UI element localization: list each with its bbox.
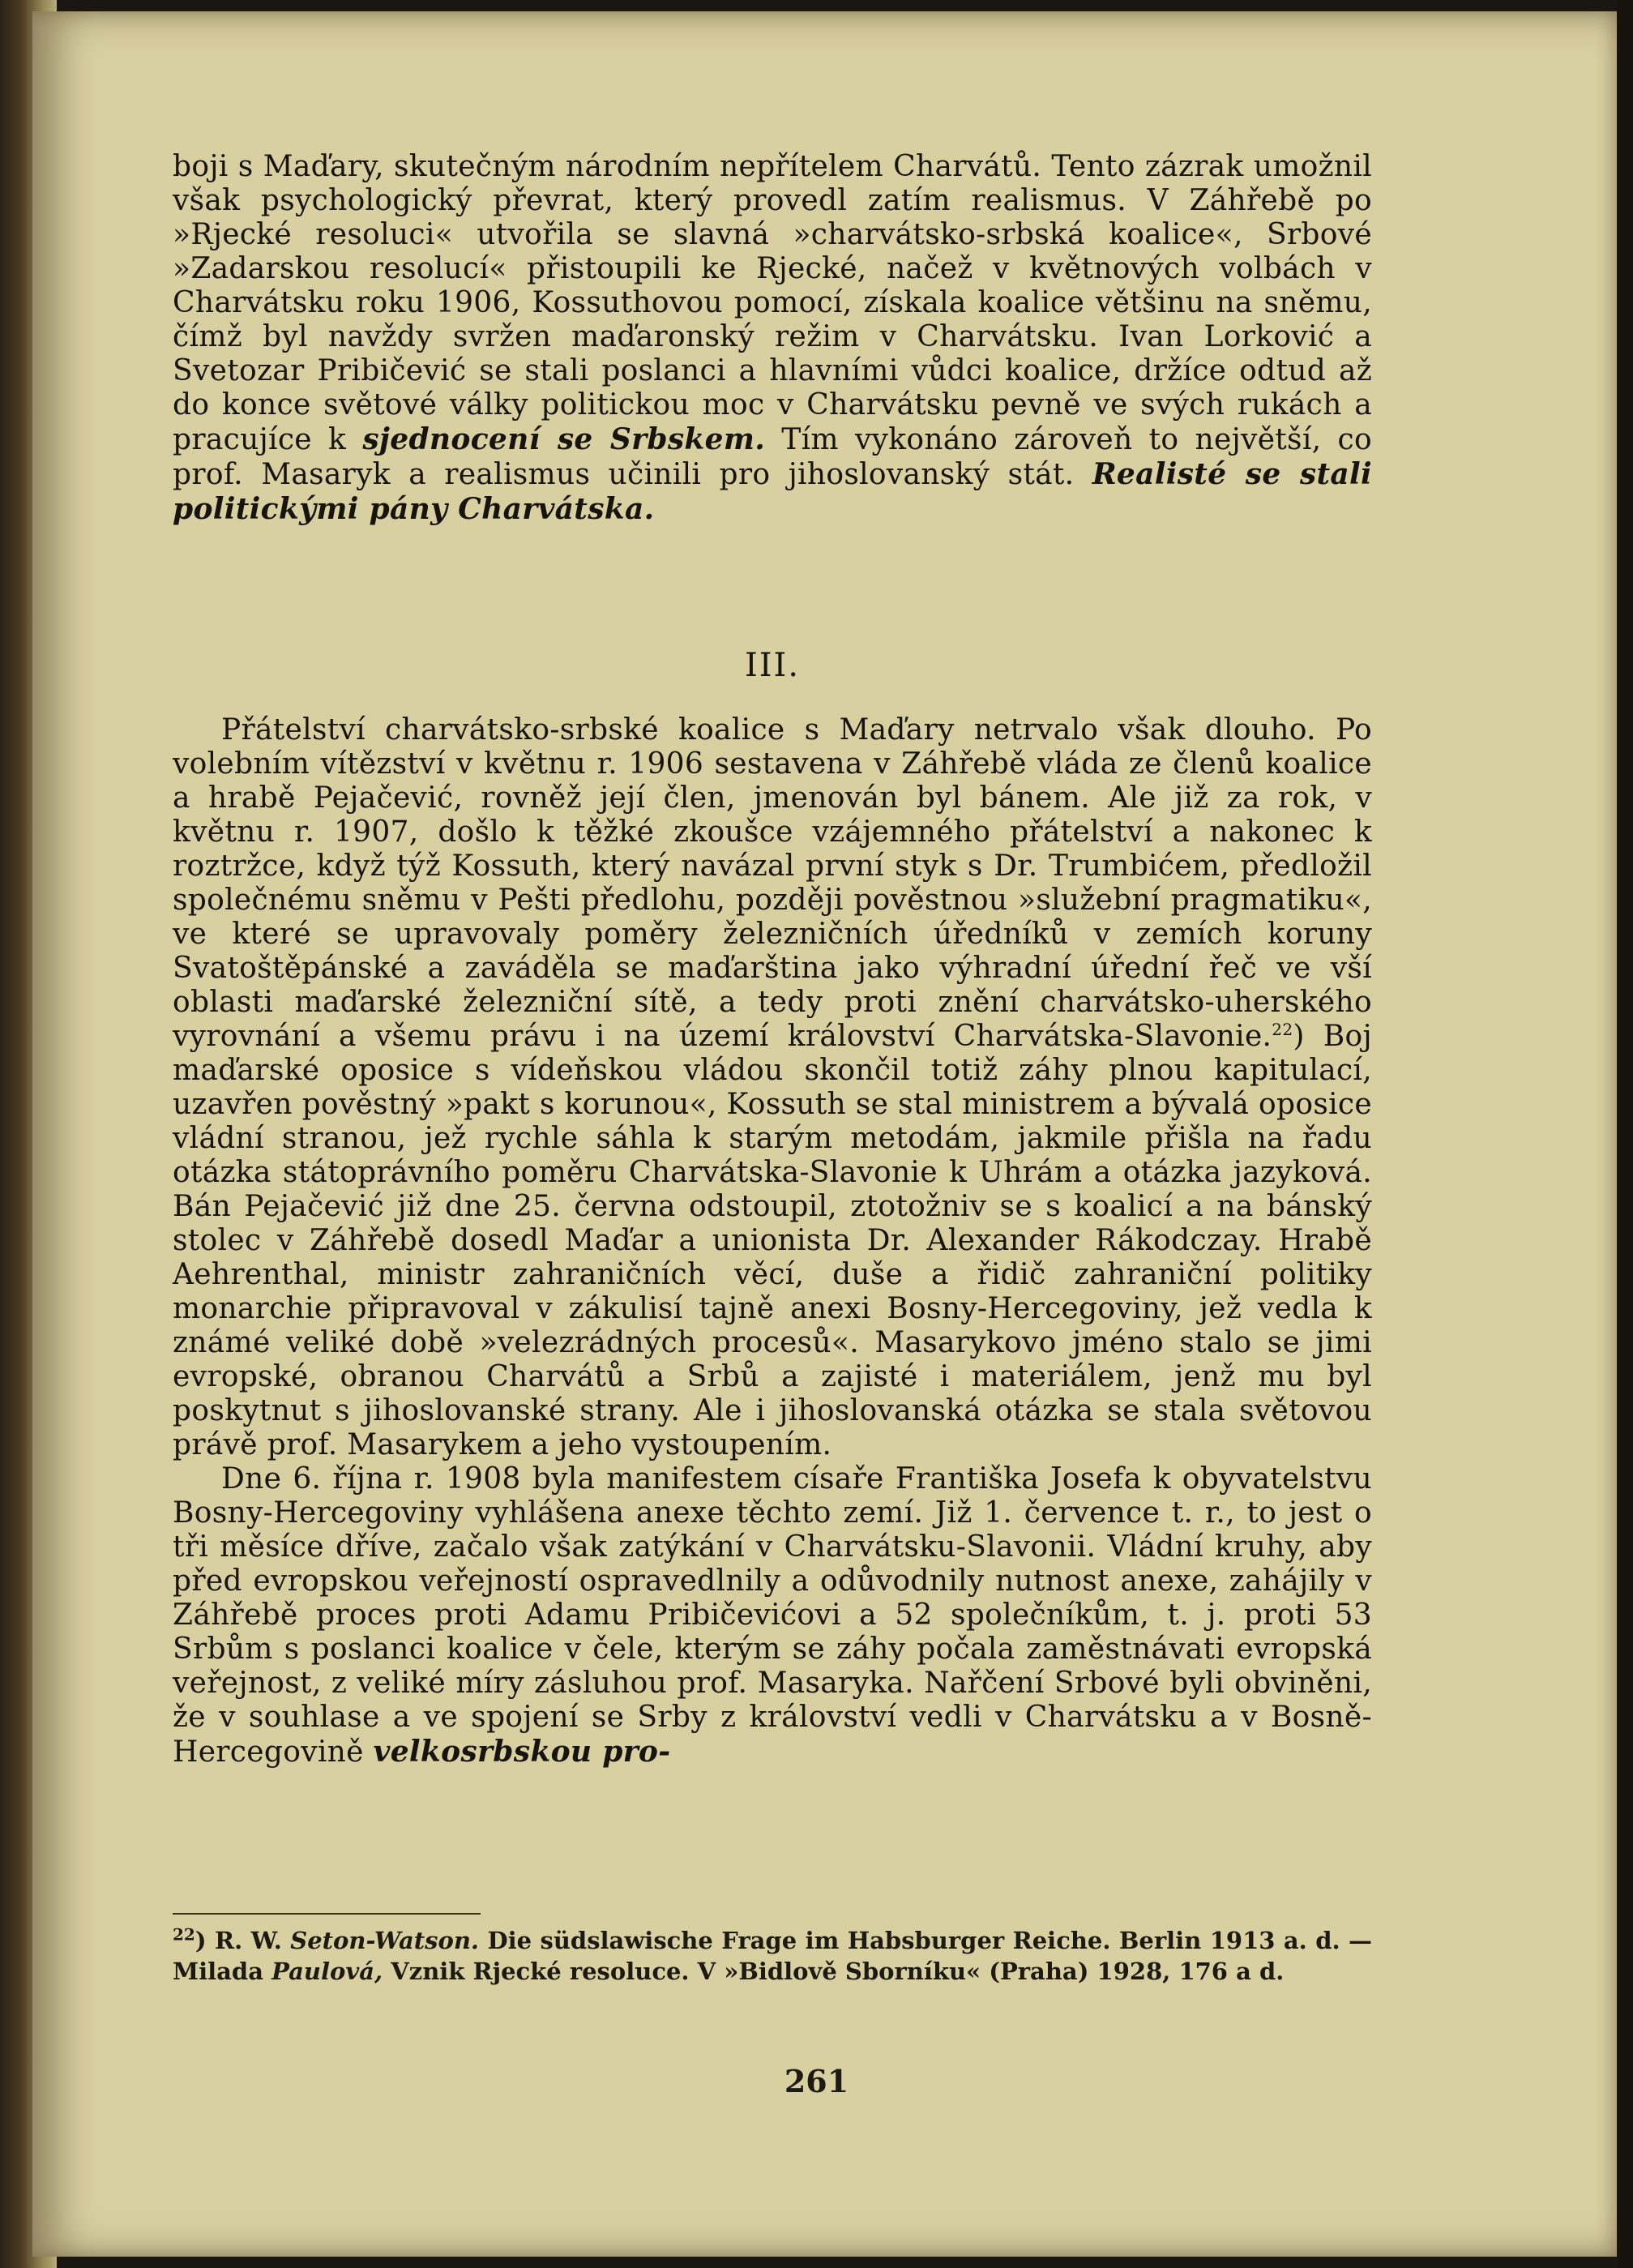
footnote-author: Seton-Watson. <box>290 1927 480 1954</box>
footnote-text: Die südslawische Frage im Habsburger Reiche. Berlin 1913 a. d. — Milada <box>173 1927 1373 1985</box>
paragraph-text: Tím vykonáno zároveň to největší, co prof. Masaryk a realismus učinili pro jihoslovanský stát. <box>173 423 1372 491</box>
footnote-divider <box>173 1913 481 1915</box>
section-body <box>173 713 1372 1769</box>
emphasis-text: velkosrbskou pro- <box>373 1735 671 1769</box>
footnote-reference: 22 <box>1272 1020 1293 1039</box>
emphasis-text: sjednocení se Srbskem. <box>362 422 766 456</box>
footnote-text: ) R. W. <box>195 1927 282 1954</box>
page-edge <box>1617 0 1633 2268</box>
paragraph <box>173 713 1372 1462</box>
paragraph <box>173 1462 1372 1769</box>
paragraph-text: Přátelství charvátsko-srbské koalice s Maďary netrvalo však dlouho. Po volebním vítězství v květnu r. 1906 sestavena v Záhřebě vláda ze členů koalice a hrabě Pejačević, rovněž její člen, jmenován byl bánem. Ale již za rok, v květnu r. 1907, došlo k těžké zkoušce vzájemného přátelství a nakonec k roztržce, když týž Kossuth, který navázal první styk s Dr. Trumbićem, předložil společnému sněmu v Pešti předlohu, později pověstnou »služební pragmatiku«, ve které se upravovaly poměry železničních úředníků v zemích koruny Svatoštěpánské a zaváděla se maďarština jako výhradní úřední řeč ve vší oblasti maďarské železniční sítě, a tedy proti znění charvátsko-uherského vyrovnání a všemu právu i na území království Charvátska-Slavonie. <box>173 713 1372 1053</box>
page-number: 261 <box>784 2063 849 2099</box>
footnote-mark: 22 <box>173 1924 195 1945</box>
paragraph-continued <box>173 150 1372 527</box>
emphasis-text: Realisté se stali politickými pány Charvátska. <box>173 457 1372 526</box>
footnote-text: Vznik Rjecké resoluce. V »Bidlově Sborníku« (Praha) 1928, 176 a d. <box>391 1958 1285 1985</box>
section-heading: III. <box>744 647 801 684</box>
paragraph-text: ) Boj maďarské oposice s vídeňskou vládou skončil totiž záhy plnou kapitulací, uzavřen pověstný »pakt s korunou«, Kossuth se stal ministrem a bývalá oposice vládní stranou, jež rychle sáhla k starým metodám, jakmile přišla na řadu otázka státoprávního poměru Charvátska-Slavonie k Uhrám a otázka jazyková. Bán Pejačević již dne 25. června odstoupil, ztotožniv se s koalicí a na bánský stolec v Záhřebě dosedl Maďar a unionista Dr. Alexander Rákodczay. Hrabě Aehrenthal, ministr zahraničních věcí, duše a řidič zahraniční politiky monarchie připravoval v zákulisí tajně anexi Bosny-Hercegoviny, jež vedla k známé veliké době »velezrádných procesů«. Masarykovo jméno stalo se jimi evropské, obranou Charvátů a Srbů a zajisté i materiálem, jenž mu byl poskytnut s jihoslovanské strany. Ale i jihoslovanská otázka se stala světovou právě prof. Masarykem a jeho vystoupením. <box>173 1020 1372 1461</box>
paragraph-text: boji s Maďary, skutečným národním nepřítelem Charvátů. Tento zázrak umožnil však psychologický převrat, který provedl zatím realismus. V Záhřebě po »Rjecké resoluci« utvořila se slavná »charvátsko-srbská koalice«, Srbové »Zadarskou resolucí« přistoupili ke Rjecké, načež v květnových volbách v Charvátsku roku 1906, Kossuthovou pomocí, získala koalice většinu na sněmu, čímž byl navždy svržen maďaronský režim v Charvátsku. Ivan Lorković a Svetozar Pribičević se stali poslanci a hlavními vůdci koalice, držíce odtud až do konce světové války politickou moc v Charvátsku pevně ve svých rukách a pracujíce k <box>173 150 1372 456</box>
footnote <box>173 1925 1372 1987</box>
paragraph-text: Dne 6. října r. 1908 byla manifestem císaře Františka Josefa k obyvatelstvu Bosny-Hercegoviny vyhlášena anexe těchto zemí. Již 1. července t. r., to jest o tři měsíce dříve, začalo však zatýkání v Charvátsku-Slavonii. Vládní kruhy, aby před evropskou veřejností ospravedlnily a odůvodnily nutnost anexe, zahájily v Záhřebě proces proti Adamu Pribičevićovi a 52 společníkům, t. j. proti 53 Srbům s poslanci koalice v čele, kterým se záhy počala zaměstnávati evropská veřejnost, z veliké míry zásluhou prof. Masaryka. Nařčení Srbové byli obviněni, že v souhlase a ve spojení se Srby z království vedli v Charvátsku a v Bosně-Hercegovině <box>173 1462 1372 1769</box>
footnote-author: Paulová, <box>271 1958 383 1985</box>
